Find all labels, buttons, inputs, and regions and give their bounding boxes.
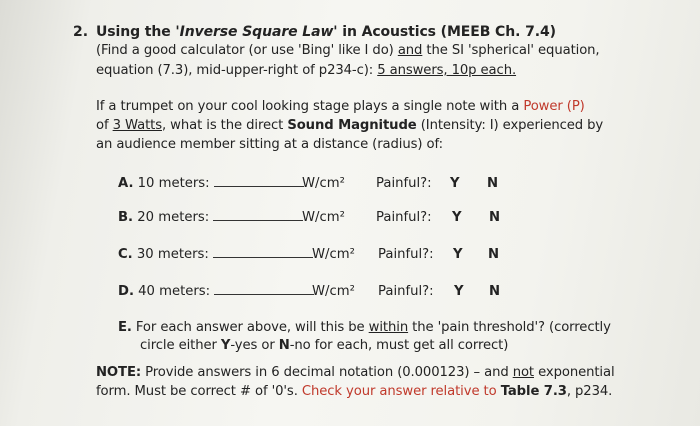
answer-blank-b[interactable] — [213, 210, 303, 221]
yes-option-b[interactable]: Y — [452, 210, 462, 225]
no-option-d[interactable]: N — [489, 284, 501, 299]
question-title: Using the 'Inverse Square Law' in Acoustics (MEEB Ch. 7.4) — [96, 24, 556, 40]
answer-blank-a[interactable] — [214, 176, 304, 187]
power-label: Power (P) — [523, 99, 585, 114]
instruction-line-2: equation (7.3), mid-upper-right of p234-c): 5 answers, 10p each. — [96, 63, 517, 78]
item-c-row: C. 30 meters: W/cm² Painful?: Y N — [118, 247, 500, 262]
item-b-row: B. 20 meters: W/cm² Painful?: Y N — [118, 210, 501, 225]
item-e-line-2: circle either Y-yes or N-no for each, must get all correct) — [140, 338, 509, 353]
table-reference: Table 7.3 — [500, 384, 567, 399]
no-option-a[interactable]: N — [487, 176, 499, 191]
note-line-2: form. Must be correct # of '0's. Check your answer relative to Table 7.3, p234. — [96, 384, 613, 399]
watts-value: 3 Watts — [112, 118, 162, 133]
no-option-b[interactable]: N — [489, 210, 501, 225]
answers-points-note: 5 answers, 10p each. — [377, 63, 517, 78]
item-e-line-1: E. For each answer above, will this be within the 'pain threshold'? (correctly — [118, 320, 611, 335]
prompt-line-3: an audience member sitting at a distance (radius) of: — [96, 137, 443, 152]
answer-blank-c[interactable] — [213, 247, 313, 258]
note-line-1: NOTE: Provide answers in 6 decimal notation (0.000123) – and not exponential — [96, 365, 615, 380]
instruction-line-1: (Find a good calculator (or use 'Bing' like I do) and the SI 'spherical' equation, — [96, 43, 600, 58]
no-option-c[interactable]: N — [488, 247, 500, 262]
note-label: NOTE: — [96, 365, 142, 380]
yes-option-c[interactable]: Y — [453, 247, 463, 262]
answer-blank-d[interactable] — [214, 284, 314, 295]
question-number: 2. — [73, 24, 89, 40]
prompt-line-2: of 3 Watts, what is the direct Sound Magnitude (Intensity: I) experienced by — [96, 118, 604, 133]
item-d-row: D. 40 meters: W/cm² Painful?: Y N — [118, 284, 501, 299]
yes-option-a[interactable]: Y — [450, 176, 460, 191]
item-a-row: A. 10 meters: W/cm² Painful?: Y N — [118, 176, 499, 191]
prompt-line-1: If a trumpet on your cool looking stage plays a single note with a Power (P) — [96, 99, 585, 114]
yes-option-d[interactable]: Y — [454, 284, 464, 299]
